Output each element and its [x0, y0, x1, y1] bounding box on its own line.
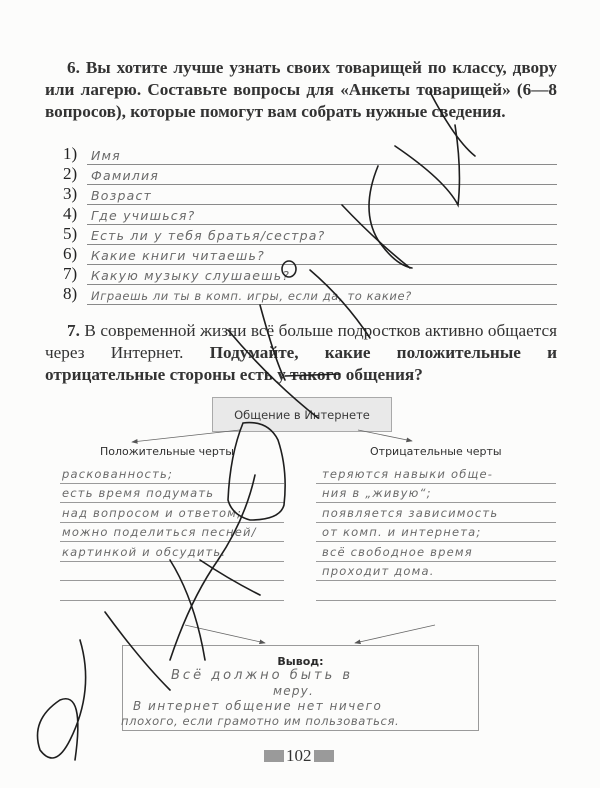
rule-line: [316, 561, 556, 562]
conclusion-text: В интернет общение нет ничего: [133, 699, 383, 713]
handwritten-answer: Возраст: [91, 188, 153, 203]
rule-line: [60, 561, 284, 562]
page-number-bar-left: [264, 750, 284, 762]
rule-line: [60, 522, 284, 523]
answer-line[interactable]: [63, 185, 557, 205]
rule-line: [316, 522, 556, 523]
answer-line[interactable]: [63, 225, 557, 245]
negative-text: теряются навыки обще-: [322, 467, 494, 481]
handwritten-answer: Какую музыку слушаешь?: [91, 268, 291, 283]
positive-text: картинкой и обсудить.: [62, 545, 227, 559]
conclusion-box: [122, 645, 479, 731]
handwritten-answer: Есть ли у тебя братья/сестра?: [91, 228, 326, 243]
positive-text: над вопросом и ответом;: [62, 506, 243, 520]
handwritten-answer: Играешь ли ты в комп. игры, если да, то какие?: [91, 289, 412, 303]
answer-line[interactable]: [63, 265, 557, 285]
conclusion-text: плохого, если грамотно им пользоваться.: [121, 714, 400, 728]
rule-line: [316, 600, 556, 601]
rule-line: [316, 483, 556, 484]
answer-number: 4): [63, 204, 78, 223]
handwritten-answer: Где учишься?: [91, 208, 196, 223]
conclusion-text: меру.: [273, 684, 314, 698]
task-7-question: Подумайте, какие положительные и отрицательные стороны есть у такого общения?: [45, 343, 557, 384]
answer-number: 3): [63, 184, 78, 203]
answer-number: 6): [63, 244, 78, 263]
rule-line: [60, 600, 284, 601]
task-6-text: Вы хотите лучше узнать своих товарищей по классу, двору или лагерю. Составьте вопросы для «Анкеты товарищей» (6—8 вопросов), которые помогут вам собрать нужные сведения.: [45, 58, 558, 121]
answer-line[interactable]: [63, 165, 557, 185]
rule-line: [316, 541, 556, 542]
topic-box: [212, 397, 392, 432]
negative-text: всё свободное время: [322, 545, 473, 559]
rule-line: [60, 502, 284, 503]
conclusion-text: Всё должно быть в: [171, 668, 354, 683]
positive-text: раскованность;: [62, 467, 174, 481]
task-7: [45, 320, 557, 386]
rule-line: [60, 580, 284, 581]
task-7-text: В современной жизни всё больше подростков активно общается через Интернет.: [45, 321, 558, 362]
handwritten-answer: Фамилия: [91, 168, 160, 183]
answer-line[interactable]: [63, 205, 557, 225]
answer-line[interactable]: [63, 145, 557, 165]
handwritten-answer: Какие книги читаешь?: [91, 248, 265, 263]
positive-text: можно поделиться песней/: [62, 525, 257, 539]
task-7-number: 7.: [67, 321, 80, 340]
answer-number: 7): [63, 264, 78, 283]
answer-line[interactable]: [63, 245, 557, 265]
rule-line: [316, 502, 556, 503]
negative-text: проходит дома.: [322, 564, 435, 578]
answer-number: 8): [63, 284, 78, 303]
topic-label: Общение в Интернете: [234, 407, 370, 422]
positive-text: есть время подумать: [62, 486, 215, 500]
negative-text: ния в „живую“;: [322, 486, 432, 500]
answer-number: 5): [63, 224, 78, 243]
page-number-bar-right: [314, 750, 334, 762]
positive-label: Положительные черты: [100, 445, 234, 458]
rule-line: [87, 304, 557, 305]
rule-line: [60, 483, 284, 484]
conclusion-title: Вывод:: [277, 655, 324, 668]
task-6: [45, 57, 557, 123]
rule-line: [316, 580, 556, 581]
answer-line[interactable]: [63, 285, 557, 305]
page-number: [264, 748, 334, 764]
negative-label: Отрицательные черты: [370, 445, 502, 458]
answer-number: 2): [63, 164, 78, 183]
negative-text: появляется зависимость: [322, 506, 499, 520]
page-number-text: 102: [286, 746, 312, 765]
answer-number: 1): [63, 144, 78, 163]
negative-text: от комп. и интернета;: [322, 525, 482, 539]
rule-line: [60, 541, 284, 542]
handwritten-answer: Имя: [91, 148, 121, 163]
task-6-number: 6.: [67, 58, 80, 77]
